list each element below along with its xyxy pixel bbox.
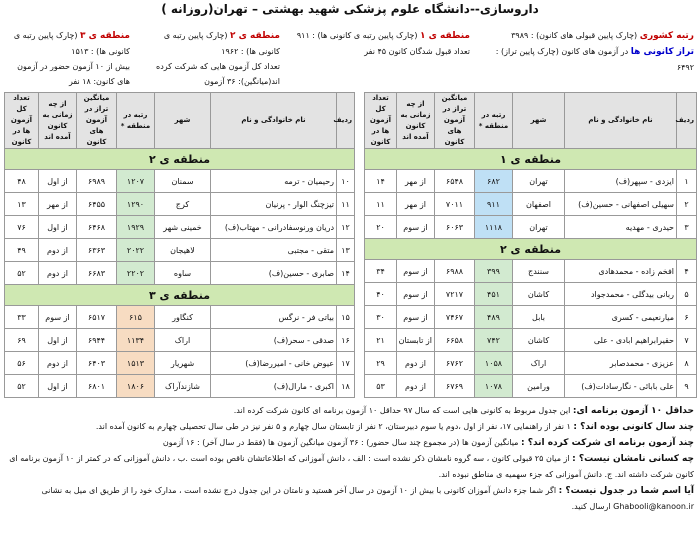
cell-score: ۶۴۰۳ bbox=[77, 352, 117, 375]
region2-value: (چارک پایین رتبه ی کانونی ها) : ۱۹۶۲ bbox=[163, 31, 280, 56]
col-header-count: تعداد کل آزمون ها در کانون bbox=[5, 93, 39, 149]
cell-name: ربانی بیدگلی - محمدجواد bbox=[565, 283, 677, 306]
cell-row-number: ۸ bbox=[677, 352, 697, 375]
note-question: چه کسانی نامشان نیست؟ : bbox=[572, 454, 694, 464]
note-answer: میانگین آزمون ها (در مجموع چند سال حضور) : ۳۶ آزمون میانگین آزمون ها (فقط در سال آخر) : ۱۶ آزمون bbox=[162, 438, 521, 447]
table-row bbox=[5, 170, 355, 193]
cell-row-number: ۷ bbox=[677, 329, 697, 352]
cell-score: ۶۷۶۹ bbox=[435, 375, 475, 398]
col-header-score: میانگین تراز در آزمون های کانون bbox=[435, 93, 475, 149]
cell-rank: ۴۸۹ bbox=[475, 306, 513, 329]
cell-score: ۶۹۸۸ bbox=[435, 260, 475, 283]
cell-exam-count: ۱۳ bbox=[5, 193, 39, 216]
cell-since: از دوم bbox=[39, 262, 77, 285]
cell-rank: ۲۲۰۲ bbox=[117, 262, 155, 285]
cell-rank: ۶۱۵ bbox=[117, 306, 155, 329]
region-header bbox=[365, 149, 697, 170]
cell-since: از مهر bbox=[397, 170, 435, 193]
cell-city: کاشان bbox=[513, 329, 565, 352]
cell-since: از مهر bbox=[39, 193, 77, 216]
table-row bbox=[5, 375, 355, 398]
cell-since: از اول bbox=[39, 329, 77, 352]
cell-row-number: ۱۶ bbox=[337, 329, 355, 352]
cell-rank: ۱۱۳۴ bbox=[117, 329, 155, 352]
kanoon-score-label: تراز کانونی ها bbox=[630, 47, 694, 57]
cell-exam-count: ۱۱ bbox=[365, 193, 397, 216]
stats-right bbox=[494, 28, 694, 75]
cell-since: از دوم bbox=[397, 375, 435, 398]
cell-city: لاهیجان bbox=[155, 239, 211, 262]
avg-exams: تعداد کل آزمون هایی که شرکت کرده اند(میانگین): ۳۶ آزمون bbox=[156, 62, 280, 86]
cell-exam-count: ۴۹ bbox=[5, 239, 39, 262]
cell-row-number: ۱ bbox=[677, 170, 697, 193]
cell-city: اراک bbox=[155, 329, 211, 352]
cell-city: اصفهان bbox=[513, 193, 565, 216]
over-ten-exams: بیش از ۱۰ آزمون حضور در آزمون های کانون: ۱۸ نفر bbox=[17, 62, 130, 86]
cell-name: علی بابائی - نگارسادات(ف) bbox=[565, 375, 677, 398]
cell-row-number: ۱۱ bbox=[337, 193, 355, 216]
col-header-score: میانگین تراز در آزمون های کانون bbox=[77, 93, 117, 149]
left-rank-table bbox=[4, 92, 355, 398]
cell-exam-count: ۴۰ bbox=[365, 283, 397, 306]
region-header bbox=[5, 285, 355, 306]
cell-name: اکبری - مارال(ف) bbox=[211, 375, 337, 398]
cell-exam-count: ۳۴ bbox=[365, 260, 397, 283]
cell-score: ۶۵۱۷ bbox=[77, 306, 117, 329]
cell-exam-count: ۵۲ bbox=[5, 262, 39, 285]
cell-city: تهران bbox=[513, 170, 565, 193]
cell-city: ساوه bbox=[155, 262, 211, 285]
cell-city: سنندج bbox=[513, 260, 565, 283]
cell-city: کنگاور bbox=[155, 306, 211, 329]
cell-city: کاشان bbox=[513, 283, 565, 306]
cell-row-number: ۱۰ bbox=[337, 170, 355, 193]
cell-exam-count: ۲۹ bbox=[365, 352, 397, 375]
table-row bbox=[5, 352, 355, 375]
col-header-row: ردیف bbox=[337, 93, 355, 149]
cell-name: متقی - مجتبی bbox=[211, 239, 337, 262]
region1-label: منطقه ی ۱ bbox=[420, 31, 470, 41]
cell-city: شهریار bbox=[155, 352, 211, 375]
cell-score: ۶۷۶۲ bbox=[435, 352, 475, 375]
note-answer: این جدول مربوط به کانونی هایی است که سال ۹۷ حداقل ۱۰ آزمون برنامه ای کانون شرکت کرده اند. bbox=[233, 406, 573, 415]
cell-city: اراک bbox=[513, 352, 565, 375]
cell-city: شازندآراک bbox=[155, 375, 211, 398]
cell-name: میارنعیمی - کسری bbox=[565, 306, 677, 329]
table-row bbox=[5, 193, 355, 216]
cell-since: از اول bbox=[39, 375, 77, 398]
cell-row-number: ۱۸ bbox=[337, 375, 355, 398]
cell-name: افخم زاده - محمدهادی bbox=[565, 260, 677, 283]
kanoon-score-value: در آزمون های کانون (چارک پایین تراز) : ۶۴۹۲ bbox=[495, 47, 694, 72]
cell-city: خمینی شهر bbox=[155, 216, 211, 239]
notes-section bbox=[6, 403, 694, 515]
cell-name: صدقی - سحر(ف) bbox=[211, 329, 337, 352]
note-line bbox=[6, 451, 694, 467]
cell-rank: ۳۹۹ bbox=[475, 260, 513, 283]
cell-row-number: ۴ bbox=[677, 260, 697, 283]
col-header-name: نام خانوادگی و نام bbox=[565, 93, 677, 149]
table-row bbox=[365, 352, 697, 375]
cell-since: از سوم bbox=[39, 306, 77, 329]
col-header-row: ردیف bbox=[677, 93, 697, 149]
cell-rank: ۱۲۰۷ bbox=[117, 170, 155, 193]
cell-exam-count: ۶۹ bbox=[5, 329, 39, 352]
cell-rank: ۱۲۹۰ bbox=[117, 193, 155, 216]
right-rank-table bbox=[364, 92, 697, 398]
cell-rank: ۱۸۰۶ bbox=[117, 375, 155, 398]
cell-since: از دوم bbox=[397, 352, 435, 375]
note-line bbox=[6, 499, 694, 515]
cell-score: ۶۰۶۳ bbox=[435, 216, 475, 239]
cell-score: ۶۶۸۳ bbox=[77, 262, 117, 285]
cell-since: از سوم bbox=[397, 283, 435, 306]
table-row bbox=[365, 329, 697, 352]
cell-score: ۶۹۸۹ bbox=[77, 170, 117, 193]
region-header bbox=[5, 149, 355, 170]
cell-exam-count: ۵۳ bbox=[365, 375, 397, 398]
cell-name: تیزچنگ الوار - پرنیان bbox=[211, 193, 337, 216]
national-rank-label: رتبه کشوری bbox=[639, 31, 694, 41]
cell-rank: ۱۱۱۸ bbox=[475, 216, 513, 239]
col-header-since: از چه زمانی به کانون آمده اند bbox=[397, 93, 435, 149]
col-header-since: از چه زمانی به کانون آمده اند bbox=[39, 93, 77, 149]
cell-exam-count: ۱۴ bbox=[365, 170, 397, 193]
cell-name: عزیزی - محمدصابر bbox=[565, 352, 677, 375]
cell-rank: ۹۱۱ bbox=[475, 193, 513, 216]
cell-name: عیوض خانی - امیررضا(ف) bbox=[211, 352, 337, 375]
cell-since: از دوم bbox=[39, 239, 77, 262]
region-title: منطقه ی ۲ bbox=[365, 239, 697, 260]
note-answer: ۱ نفر از راهنمایی ۱۷، نفر از اول ،دوم یا سوم دبیرستان، ۲ نفر از تابستان سال چهارم و ۵ نفر نیز در طی سال تحصیلی چهارم به کانون آمده اند. bbox=[95, 422, 574, 431]
table-row bbox=[5, 329, 355, 352]
cell-since: از سوم bbox=[397, 260, 435, 283]
cell-row-number: ۱۷ bbox=[337, 352, 355, 375]
cell-score: ۶۹۴۴ bbox=[77, 329, 117, 352]
cell-since: از تابستان bbox=[397, 329, 435, 352]
region-title: منطقه ی ۱ bbox=[365, 149, 697, 170]
note-line bbox=[6, 403, 694, 419]
table-row bbox=[5, 306, 355, 329]
cell-name: بیاتی فر - نرگس bbox=[211, 306, 337, 329]
region3-label: منطقه ی ۳ bbox=[80, 31, 130, 41]
table-row bbox=[365, 216, 697, 239]
cell-name: ایزدی - سپهر(ف) bbox=[565, 170, 677, 193]
cell-row-number: ۲ bbox=[677, 193, 697, 216]
cell-score: ۶۴۶۸ bbox=[77, 216, 117, 239]
note-question: حداقل ۱۰ آزمون برنامه ای: bbox=[572, 406, 694, 416]
table-row bbox=[365, 306, 697, 329]
cell-score: ۷۲۱۷ bbox=[435, 283, 475, 306]
cell-exam-count: ۳۰ bbox=[365, 306, 397, 329]
cell-exam-count: ۷۶ bbox=[5, 216, 39, 239]
cell-score: ۶۵۴۸ bbox=[435, 170, 475, 193]
table-row bbox=[5, 216, 355, 239]
cell-row-number: ۳ bbox=[677, 216, 697, 239]
accepted-count: تعداد قبول شدگان کانون ۴۵ نفر bbox=[364, 47, 470, 56]
cell-name: دریان ورنوسفادرانی - مهتاب(ف) bbox=[211, 216, 337, 239]
col-header-city: شهر bbox=[155, 93, 211, 149]
cell-city: ورامین bbox=[513, 375, 565, 398]
national-rank-value: (چارک پایین قبولی های کانون) : ۳۹۸۹ bbox=[511, 31, 640, 40]
cell-exam-count: ۲۱ bbox=[365, 329, 397, 352]
cell-rank: ۱۹۲۹ bbox=[117, 216, 155, 239]
region3-value: (چارک پایین رتبه ی کانونی ها) : ۱۵۱۳ bbox=[13, 31, 130, 56]
cell-name: رحیمیان - ترمه bbox=[211, 170, 337, 193]
cell-row-number: ۹ bbox=[677, 375, 697, 398]
cell-since: از مهر bbox=[397, 193, 435, 216]
col-header-count: تعداد کل آزمون ها در کانون bbox=[365, 93, 397, 149]
note-question: چند آزمون برنامه ای شرکت کرده اند؟ : bbox=[520, 438, 694, 448]
cell-since: از سوم bbox=[397, 216, 435, 239]
region1-value: (چارک پایین رتبه ی کانونی ها) : ۹۱۱ bbox=[296, 31, 421, 40]
stats-mid2 bbox=[140, 28, 280, 89]
note-question: چند سال کانونی بوده اند؟ : bbox=[573, 422, 694, 432]
cell-row-number: ۵ bbox=[677, 283, 697, 306]
cell-city: سمنان bbox=[155, 170, 211, 193]
note-line bbox=[6, 467, 694, 483]
cell-score: ۶۶۵۸ bbox=[435, 329, 475, 352]
cell-exam-count: ۵۲ bbox=[5, 375, 39, 398]
note-answer: اگر شما جزء دانش آموزان کانونی با بیش از ۱۰ آزمون در سال آخر هستید و نامتان در این جدول درج نشده است ، مدارک خود را از طریق ای میل به نشانی bbox=[41, 486, 559, 495]
cell-rank: ۶۸۲ bbox=[475, 170, 513, 193]
note-line bbox=[6, 419, 694, 435]
region2-label: منطقه ی ۲ bbox=[230, 31, 280, 41]
cell-score: ۷۴۶۷ bbox=[435, 306, 475, 329]
cell-row-number: ۱۵ bbox=[337, 306, 355, 329]
table-row bbox=[365, 170, 697, 193]
col-header-rank: رتبه در منطقه * bbox=[475, 93, 513, 149]
cell-city: تهران bbox=[513, 216, 565, 239]
cell-rank: ۲۰۲۲ bbox=[117, 239, 155, 262]
cell-exam-count: ۴۸ bbox=[5, 170, 39, 193]
cell-exam-count: ۲۰ bbox=[365, 216, 397, 239]
cell-rank: ۱۰۷۸ bbox=[475, 375, 513, 398]
cell-row-number: ۱۳ bbox=[337, 239, 355, 262]
cell-score: ۶۴۵۵ bbox=[77, 193, 117, 216]
note-line bbox=[6, 435, 694, 451]
cell-score: ۶۸۰۱ bbox=[77, 375, 117, 398]
cell-city: کرج bbox=[155, 193, 211, 216]
cell-score: ۶۳۶۳ bbox=[77, 239, 117, 262]
cell-since: از اول bbox=[39, 170, 77, 193]
col-header-rank: رتبه در منطقه * bbox=[117, 93, 155, 149]
table-row bbox=[365, 375, 697, 398]
region-title: منطقه ی ۲ bbox=[5, 149, 355, 170]
cell-rank: ۱۵۱۳ bbox=[117, 352, 155, 375]
cell-name: حیدری - مهدیه bbox=[565, 216, 677, 239]
cell-row-number: ۶ bbox=[677, 306, 697, 329]
stats-mid bbox=[290, 28, 470, 59]
cell-row-number: ۱۲ bbox=[337, 216, 355, 239]
note-question: آیا اسم شما در جدول نیست؟ : bbox=[558, 486, 694, 496]
cell-since: از سوم bbox=[397, 306, 435, 329]
table-row bbox=[365, 193, 697, 216]
page-title: داروسازی--دانشگاه علوم پزشکی شهید بهشتی – تهران(روزانه ) bbox=[161, 2, 539, 16]
table-row bbox=[5, 239, 355, 262]
cell-score: ۷۰۱۱ bbox=[435, 193, 475, 216]
table-row bbox=[365, 283, 697, 306]
cell-since: از اول bbox=[39, 216, 77, 239]
stats-left bbox=[5, 28, 130, 89]
note-line bbox=[6, 483, 694, 499]
cell-name: صابری - حسین(ف) bbox=[211, 262, 337, 285]
cell-rank: ۴۵۱ bbox=[475, 283, 513, 306]
cell-name: سهیلی اصفهانی - حسین(ف) bbox=[565, 193, 677, 216]
cell-exam-count: ۵۶ bbox=[5, 352, 39, 375]
col-header-name: نام خانوادگی و نام bbox=[211, 93, 337, 149]
cell-since: از دوم bbox=[39, 352, 77, 375]
cell-city: بابل bbox=[513, 306, 565, 329]
region-header bbox=[365, 239, 697, 260]
note-answer: Ghabooli@kanoon.ir ارسال کنید. bbox=[571, 502, 694, 511]
cell-rank: ۱۰۵۸ bbox=[475, 352, 513, 375]
cell-name: حقیرابراهیم ابادی - علی bbox=[565, 329, 677, 352]
table-row bbox=[365, 260, 697, 283]
region-title: منطقه ی ۳ bbox=[5, 285, 355, 306]
col-header-city: شهر bbox=[513, 93, 565, 149]
note-answer: کانون شرکت داشته اند. ج. دانش آموزانی که جزء سهمیه ی مناطق نبوده اند. bbox=[438, 470, 694, 479]
cell-rank: ۷۴۲ bbox=[475, 329, 513, 352]
note-answer: از میان ۲۵ قبولی کانون ، سه گروه نامشان ذکر نشده است : الف ، دانش آموزانی که اطلاعاتشان ناقص بوده است .ب ، دانش آموزانی که در کمتر از ۱۰ آزمون برنامه ای bbox=[9, 454, 573, 463]
cell-row-number: ۱۴ bbox=[337, 262, 355, 285]
table-row bbox=[5, 262, 355, 285]
cell-exam-count: ۳۳ bbox=[5, 306, 39, 329]
